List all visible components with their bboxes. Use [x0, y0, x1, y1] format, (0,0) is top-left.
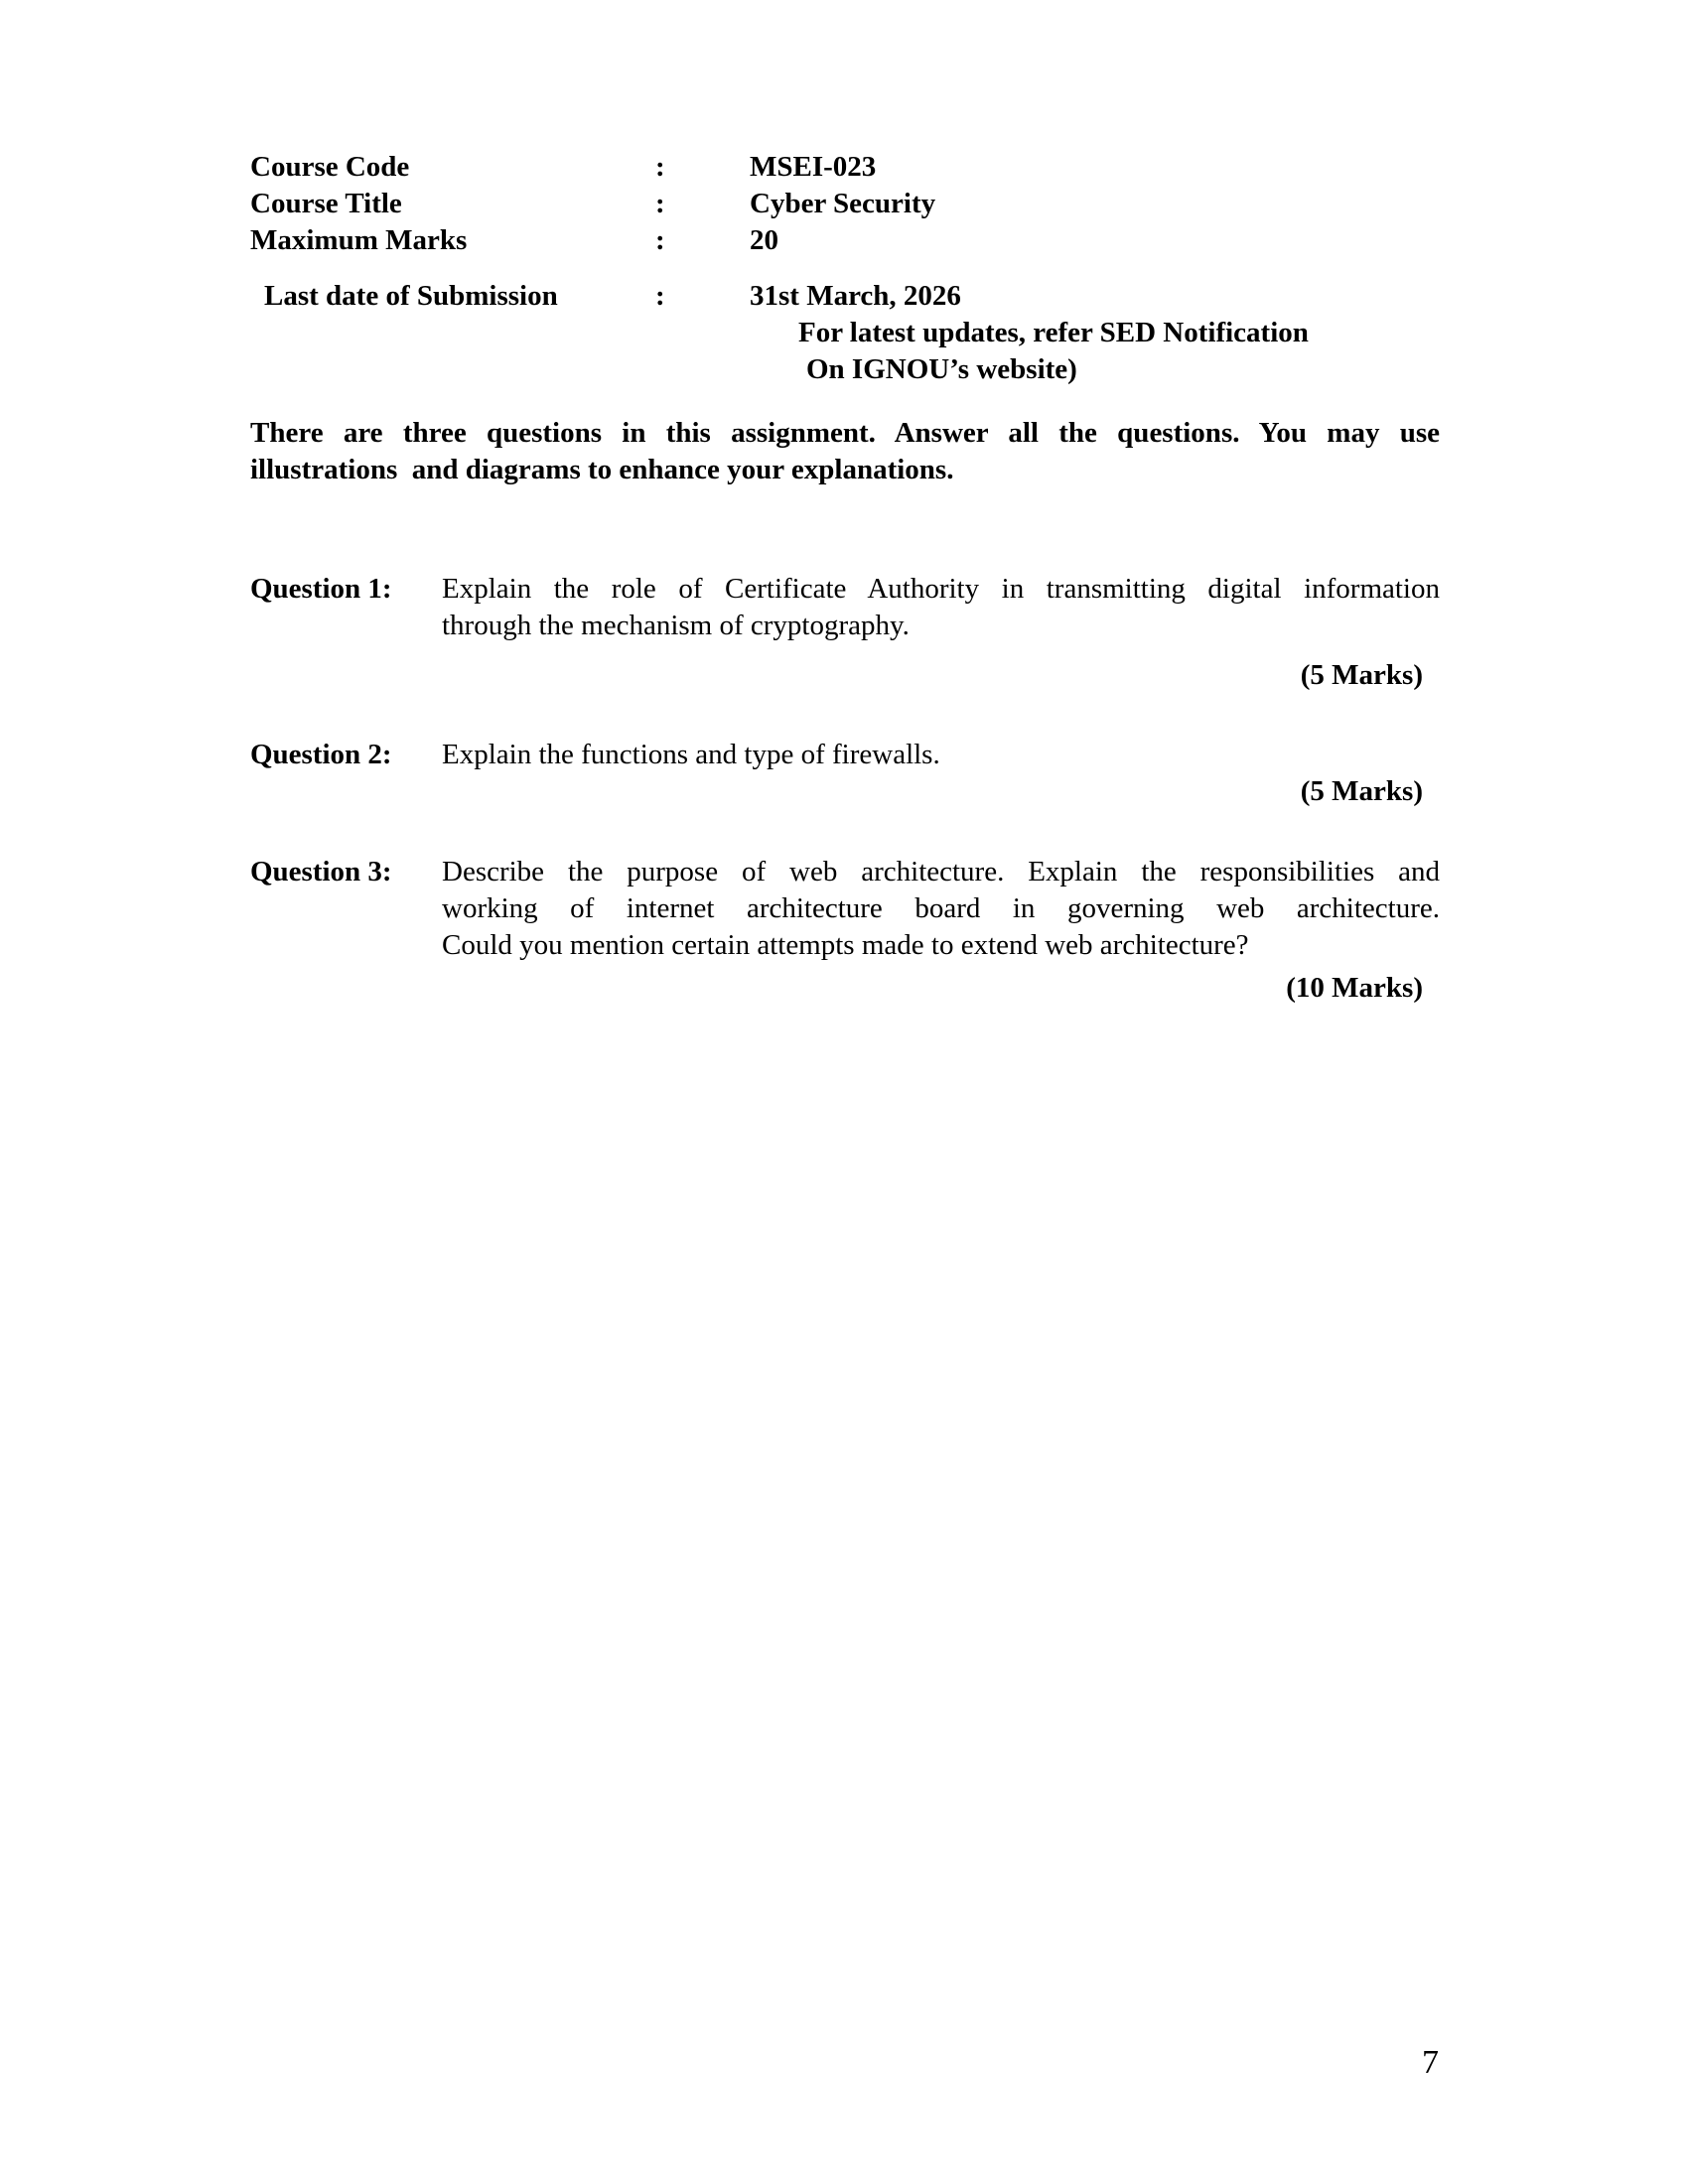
maximum-marks-colon: : [655, 224, 665, 256]
course-code-value: MSEI-023 [750, 151, 877, 183]
course-header-table [250, 149, 1440, 259]
submission-date-colon: : [655, 280, 665, 312]
question-3-body [442, 854, 1440, 1007]
sed-notification-note-line-1: For latest updates, refer SED Notification [798, 317, 1309, 348]
content-block [250, 0, 1440, 1007]
course-code-colon: : [655, 151, 665, 183]
course-title-colon: : [655, 188, 665, 219]
maximum-marks-label: Maximum Marks [250, 224, 468, 256]
course-title-value: Cyber Security [750, 188, 936, 219]
question-3-text-line-1: Describe the purpose of web architecture. Explain the responsibilities and [442, 856, 1440, 887]
question-1-label: Question 1: [250, 573, 392, 605]
maximum-marks-value: 20 [750, 224, 778, 256]
course-code-row [250, 149, 1440, 186]
question-1-marks: (5 Marks) [1300, 659, 1423, 691]
instructions-line-1: There are three questions in this assignment. Answer all the questions. You may use [250, 417, 1440, 449]
question-3-text-line-3: Could you mention certain attempts made to extend web architecture? [442, 929, 1249, 961]
question-2 [250, 737, 1440, 810]
question-1 [250, 571, 1440, 694]
question-3-label: Question 3: [250, 856, 392, 887]
course-title-row [250, 186, 1440, 222]
maximum-marks-row [250, 222, 1440, 259]
instructions-line-2: illustrations and diagrams to enhance your explanations. [250, 454, 954, 485]
question-3 [250, 854, 1440, 1007]
question-1-body [442, 571, 1440, 694]
submission-date-label: Last date of Submission [264, 280, 558, 312]
question-2-text-line-1: Explain the functions and type of firewalls. [442, 739, 940, 770]
course-title-label: Course Title [250, 188, 402, 219]
question-2-marks: (5 Marks) [1300, 775, 1423, 807]
question-3-text-line-2: working of internet architecture board in governing web architecture. [442, 892, 1440, 924]
submission-date-row [250, 278, 1440, 315]
course-code-label: Course Code [250, 151, 410, 183]
question-1-text-line-1: Explain the role of Certificate Authority in transmitting digital information [442, 573, 1440, 605]
page-number: 7 [1422, 2044, 1439, 2081]
submission-date-value: 31st March, 2026 [750, 280, 961, 312]
question-2-body [442, 737, 1440, 810]
assignment-instructions [250, 415, 1440, 488]
question-1-text-line-2: through the mechanism of cryptography. [442, 610, 910, 641]
sed-notification-note-line-2: On IGNOU’s website) [806, 353, 1077, 385]
question-3-marks: (10 Marks) [1286, 972, 1423, 1004]
question-2-label: Question 2: [250, 739, 392, 770]
